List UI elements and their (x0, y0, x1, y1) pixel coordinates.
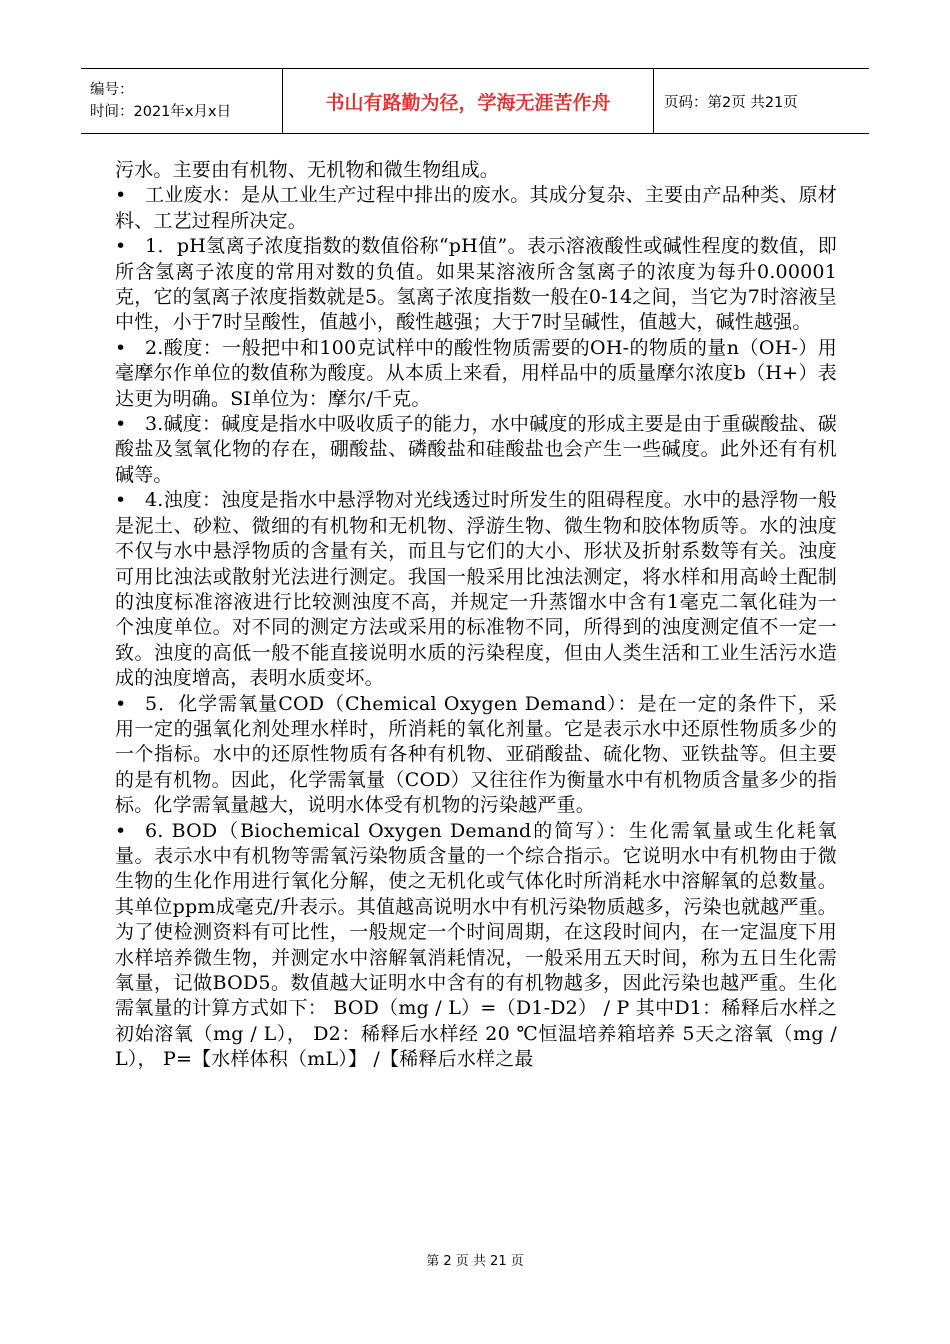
paragraph (115, 819, 837, 1073)
document-body (115, 158, 837, 1073)
header-slogan: 书山有路勤为径，学海无涯苦作舟 (283, 69, 654, 133)
paragraph-text: 工业废水：是从工业生产过程中排出的废水。其成分复杂、主要由产品种类、原材料、工艺过程所决定。 (115, 184, 837, 232)
paragraph-text: 污水。主要由有机物、无机物和微生物组成。 (115, 159, 500, 181)
paragraph (115, 183, 837, 234)
paragraph (115, 692, 837, 819)
paragraph (115, 336, 837, 412)
paragraph-text: 3.碱度：碱度是指水中吸收质子的能力，水中碱度的形成主要是由于重碳酸盐、碳酸盐及氢氧化物的存在，硼酸盐、磷酸盐和硅酸盐也会产生一些碱度。此外还有有机碱等。 (115, 413, 837, 486)
document-code-label: 编号： (90, 82, 134, 98)
paragraph (115, 488, 837, 691)
paragraph-text: 1．pH氢离子浓度指数的数值俗称“pH值”。表示溶液酸性或碱性程度的数值，即所含氢离子浓度的常用对数的负值。如果某溶液所含氢离子的浓度为每升0.00001克，它的氢离子浓度指数就是5。氢离子浓度指数一般在0-14之间，当它为7时溶液呈中性，小于7时呈酸性，值越小，酸性越强；大于7时呈碱性，值越大，碱性越强。 (115, 235, 837, 334)
bullet-marker: • (115, 235, 127, 258)
paragraph (115, 412, 837, 488)
paragraph-text: 4.浊度：浊度是指水中悬浮物对光线透过时所发生的阻碍程度。水中的悬浮物一般是泥土、砂粒、微细的有机物和无机物、浮游生物、微生物和胶体物质等。水的浊度不仅与水中悬浮物质的含量有关，而且与它们的大小、形状及折射系数等有关。浊度可用比浊法或散射光法进行测定。我国一般采用比浊法测定，将水样和用高岭土配制的浊度标准溶液进行比较测浊度不高，并规定一升蒸馏水中含有1毫克二氧化硅为一个浊度单位。对不同的测定方法或采用的标准物不同，所得到的浊度测定值不一定一致。浊度的高低一般不能直接说明水质的污染程度，但由人类生活和工业生活污水造成的浊度增高，表明水质变坏。 (115, 489, 837, 690)
bullet-marker: • (115, 336, 127, 359)
bullet-marker: • (115, 819, 127, 842)
bullet-marker: • (115, 692, 127, 715)
paragraph (115, 234, 837, 336)
bullet-marker: • (115, 413, 127, 436)
paragraph-text: 6. BOD（Biochemical Oxygen Demand的简写）：生化需氧量或生化耗氧量。表示水中有机物等需氧污染物质含量的一个综合指示。它说明水中有机物由于微生物的生化作用进行氧化分解，使之无机化或气体化时所消耗水中溶解氧的总数量。其单位ppm成毫克/升表示。其值越高说明水中有机污染物质越多，污染也就越严重。为了使检测资料有可比性，一般规定一个时间周期，在这段时间内，在一定温度下用水样培养微生物，并测定水中溶解氧消耗情况，一般采用五天时间，称为五日生化需氧量，记做BOD5。数值越大证明水中含有的有机物越多，因此污染也越严重。生化需氧量的计算方式如下： BOD（mg / L）=（D1-D2） / P 其中D1：稀释后水样之初始溶氧（mg / L）， D2：稀释后水样经 20 ℃恒温培养箱培养 5天之溶氧（mg / L）， P=【水样体积（mL）】 /【稀释后水样之最 (115, 819, 837, 1071)
header-meta (81, 69, 283, 133)
document-time-label: 时间：2021年x月x日 (90, 104, 232, 120)
page-footer: 第 2 页 共 21 页 (426, 1254, 524, 1269)
header-page-label: 页码：第2页 共21页 (664, 94, 798, 111)
paragraph-text: 2.酸度：一般把中和100克试样中的酸性物质需要的OH-的物质的量n（OH-）用毫摩尔作单位的数值称为酸度。从本质上来看，用样品中的质量摩尔浓度b（H+）表达更为明确。SI单位为：摩尔/千克。 (115, 336, 837, 410)
bullet-marker: • (115, 489, 127, 512)
page-header (81, 68, 869, 134)
paragraph (115, 158, 837, 183)
paragraph-text: 5．化学需氧量COD（Chemical Oxygen Demand）：是在一定的条件下，采用一定的强氧化剂处理水样时，所消耗的氧化剂量。它是表示水中还原性物质多少的一个指标。水中的还原性物质有各种有机物、亚硝酸盐、硫化物、亚铁盐等。但主要的是有机物。因此，化学需氧量（COD）又往往作为衡量水中有机物质含量多少的指标。化学需氧量越大，说明水体受有机物的污染越严重。 (115, 692, 837, 817)
bullet-marker: • (115, 184, 127, 207)
